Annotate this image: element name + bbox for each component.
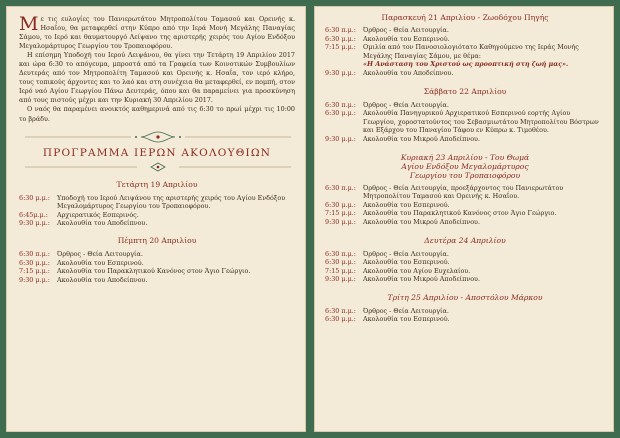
left-page (6, 6, 306, 432)
schedule-text: Ακολουθία του Μικρού Αποδείπνου. (363, 217, 480, 226)
schedule-text: Όρθρος - Θεία Λειτουργία. (363, 100, 449, 109)
schedule-text: Όρθρος - Θεία Λειτουργία. (363, 26, 449, 34)
schedule-thu-20 (19, 250, 295, 284)
intro-paragraph-3: Ο ναός θα παραμένει ανοικτός καθημερινά από τις 6:30 το πρωί μέχρι τις 10:00 το βράδυ. (19, 105, 295, 123)
schedule-wed-19 (19, 194, 295, 228)
schedule-row (325, 35, 605, 44)
schedule-row (325, 315, 605, 324)
schedule-time: 7:15 μ.μ.: (325, 43, 356, 52)
schedule-text: Ακολουθία του Εσπερινού. (363, 315, 450, 324)
schedule-text: Ακολουθία του Μικρού Αποδείπνου. (363, 134, 480, 143)
schedule-text: Όρθρος - Θεία Λειτουργία. (363, 249, 449, 258)
schedule-row (19, 267, 295, 276)
schedule-row (325, 43, 605, 60)
schedule-time: 6:30 π.μ.: (325, 100, 356, 109)
schedule-time: 9:30 μ.μ.: (325, 134, 356, 143)
day-title-line: Αγίου Ενδόξου Μεγαλομάρτυρος (401, 161, 529, 171)
schedule-row (19, 250, 295, 259)
ornament-divider-bottom (19, 162, 295, 172)
schedule-time: 9:30 μ.μ.: (19, 275, 50, 284)
schedule-row (325, 69, 605, 78)
schedule-text: Ακολουθία του Μικρού Αποδείπνου. (363, 275, 480, 284)
day-title-sun-23 (325, 153, 605, 180)
day-title-line: Γεωργίου του Τροπαιοφόρου (409, 170, 521, 180)
schedule-text: Όρθρος - Θεία Λειτουργία, προεξάρχοντος του Πανιερωτάτου Μητροπολίτου Ταμασού και Ορεινής κ. Ησαΐου. (363, 183, 564, 201)
schedule-time: 9:30 μ.μ.: (325, 275, 356, 284)
schedule-text: Ακολουθία του Αγίου Ευχελαίου. (363, 266, 471, 275)
lecture-title: «Η Ανάσταση του Χριστού ως προοπτική στη ζωή μας». (363, 60, 569, 69)
schedule-row (325, 109, 605, 135)
schedule-time: 6:30 π.μ.: (325, 26, 356, 34)
day-title-sat-22: Σάββατο 22 Απριλίου (423, 86, 507, 96)
schedule-time: 9:30 μ.μ.: (325, 217, 356, 226)
schedule-sat-22 (325, 101, 605, 144)
schedule-time: 6:30 μ.μ.: (19, 193, 50, 202)
ornament-divider (19, 131, 295, 143)
schedule-row (325, 250, 605, 259)
schedule-time: 6:45μ.μ.: (19, 210, 48, 219)
schedule-time: 7:15 μ.μ.: (19, 267, 50, 276)
schedule-row (325, 101, 605, 110)
schedule-text: Υποδοχή του Ιερού Λειψάνου της αριστερής χειρός του Αγίου Ενδόξου Μεγαλομάρτυρος Γεωργίου του Τροπαιοφόρου. (57, 193, 286, 211)
schedule-text: Όρθρος - Θεία Λειτουργία. (363, 306, 449, 315)
schedule-row (325, 267, 605, 276)
schedule-row (325, 26, 605, 35)
schedule-text: Ακολουθία του Αποδείπνου. (57, 275, 148, 284)
schedule-text: Ακολουθία του Εσπερινού. (57, 258, 144, 267)
schedule-row (19, 276, 295, 285)
schedule-time: 6:30 μ.μ.: (325, 109, 356, 118)
day-title-mon-24: Δευτέρα 24 Απριλίου (424, 235, 506, 245)
schedule-time: 6:30 μ.μ.: (19, 258, 50, 267)
day-title-tue-25: Τρίτη 25 Απριλίου - Αποστόλου Μάρκου (387, 292, 543, 302)
schedule-fri-21 (325, 26, 605, 78)
schedule-time: 9:30 μ.μ.: (19, 219, 50, 228)
schedule-time: 6:30 π.μ.: (325, 306, 356, 315)
day-title-thu-20: Πέμπτη 20 Απριλίου (117, 235, 197, 245)
schedule-text: Ομιλία από τον Πανοσιολογιότατο Καθηγούμενο της Ιεράς Μονής Μεγάλης Παναγίας Σάμου, με θέμα: (363, 43, 579, 60)
intro-paragraph-1 (19, 15, 295, 51)
intro-paragraph-2: Η επίσημη Υποδοχή του Ιερού Λειψάνου, θα γίνει την Τετάρτη 19 Απριλίου 2017 και ώρα 6:30 το απόγευμα, μπροστά από τα Γραφεία των Κοινοτικών Συμβουλίων Δευτεράς από τον Μητροπολίτη Ταμασού και Ορεινής κ. Ησαΐα, τον ιερό κλήρο, τους τοπικούς άρχοντες και το λαό και στη συνέχεια θα μεταφερθεί, εν πομπή, στον Ιερό ναό Αγίου Γεωργίου Πάνω Δευτεράς, όπου και θα παραμείνει για προσκύνηση από τους πιστούς μέχρι και την Κυριακή 30 Απριλίου 2017. (19, 51, 295, 105)
schedule-row (325, 275, 605, 284)
schedule-time: 9:30 μ.μ.: (325, 68, 356, 77)
schedule-text: Ακολουθία του Αποδείπνου. (363, 68, 454, 77)
programme-title: ΠΡΟΓΡΑΜΜΑ ΙΕΡΩΝ ΑΚΟΛΟΥΘΙΩΝ (42, 146, 272, 159)
ornament-divider-bottom-icon (19, 162, 297, 172)
schedule-row (325, 135, 605, 144)
schedule-row (325, 60, 605, 69)
day-title-wed-19: Τετάρτη 19 Απριλίου (116, 179, 198, 189)
schedule-text: Ακολουθία του Παρακλητικού Κανόνος στον Άγιο Γεώργιο. (57, 267, 251, 276)
schedule-text: Ακολουθία του Εσπερινού. (363, 258, 450, 267)
schedule-row (325, 258, 605, 267)
schedule-text: Ακολουθία Πανηγυρικού Αρχιερατικού Εσπερινού εορτής Αγίου Γεωργίου, χοροστατούντος του Σεβασμιωτάτου Μητροπολίτου Βόστρων και Εξάρχου του Παναγίου Τάφου εν Κύπρω κ. Τιμοθέου. (363, 109, 599, 135)
ornament-divider-icon (19, 131, 297, 143)
schedule-time: 6:30 π.μ.: (325, 249, 356, 258)
schedule-text: Ακολουθία του Εσπερινού. (363, 200, 450, 209)
drop-cap: Μ (19, 13, 39, 35)
schedule-time: 6:30 μ.μ.: (325, 315, 356, 324)
schedule-time: 6:30 μ.μ.: (325, 258, 356, 267)
day-title-fri-21: Παρασκευή 21 Απριλίου - Ζωοδόχου Πηγής (381, 13, 549, 22)
schedule-time: 6:30 μ.μ.: (325, 34, 356, 43)
right-page (314, 6, 614, 432)
schedule-row (19, 219, 295, 228)
schedule-text: Όρθρος - Θεία Λειτουργία. (57, 249, 143, 258)
schedule-row (19, 194, 295, 211)
day-title-line: Κυριακή 23 Απριλίου - Του Θωμά (400, 152, 530, 162)
intro-text (19, 15, 295, 124)
schedule-tue-25 (325, 307, 605, 324)
schedule-text: Ακολουθία του Παρακλητικού Κανόνος στον Άγιο Γεώργιο. (363, 209, 557, 218)
schedule-sun-23 (325, 184, 605, 227)
schedule-row (325, 209, 605, 218)
schedule-row (325, 218, 605, 227)
schedule-text: Αρχιερατικός Εσπερινός. (57, 210, 139, 219)
schedule-time: 6:30 μ.μ.: (325, 200, 356, 209)
schedule-time: 6:30 π.μ.: (325, 183, 356, 192)
schedule-time: 7:15 μ.μ.: (325, 209, 356, 218)
schedule-mon-24 (325, 250, 605, 284)
schedule-row (325, 184, 605, 201)
schedule-text: Ακολουθία του Εσπερινού. (363, 34, 450, 43)
intro-paragraph-1-text: ε τις ευλογίες του Πανιερωτάτου Μητροπολίτου Ταμασού και Ορεινής κ. Ησαΐου, θα μεταφερθεί στην Κύπρο από την Ιερά Μονή Μεγάλης Παναγίας Σάμου, το Ιερό και θαυματουργό Λείψανο της αριστερής χειρός του Αγίου Ενδόξου Μεγαλομάρτυρος Γεωργίου του Τροπαιοφόρου. (19, 15, 295, 51)
schedule-text: Ακολουθία του Αποδείπνου. (57, 219, 148, 228)
schedule-time: 7:15 μ.μ.: (325, 266, 356, 275)
schedule-time: 6:30 π.μ.: (19, 249, 50, 258)
schedule-time (325, 60, 363, 69)
schedule-row (19, 259, 295, 268)
